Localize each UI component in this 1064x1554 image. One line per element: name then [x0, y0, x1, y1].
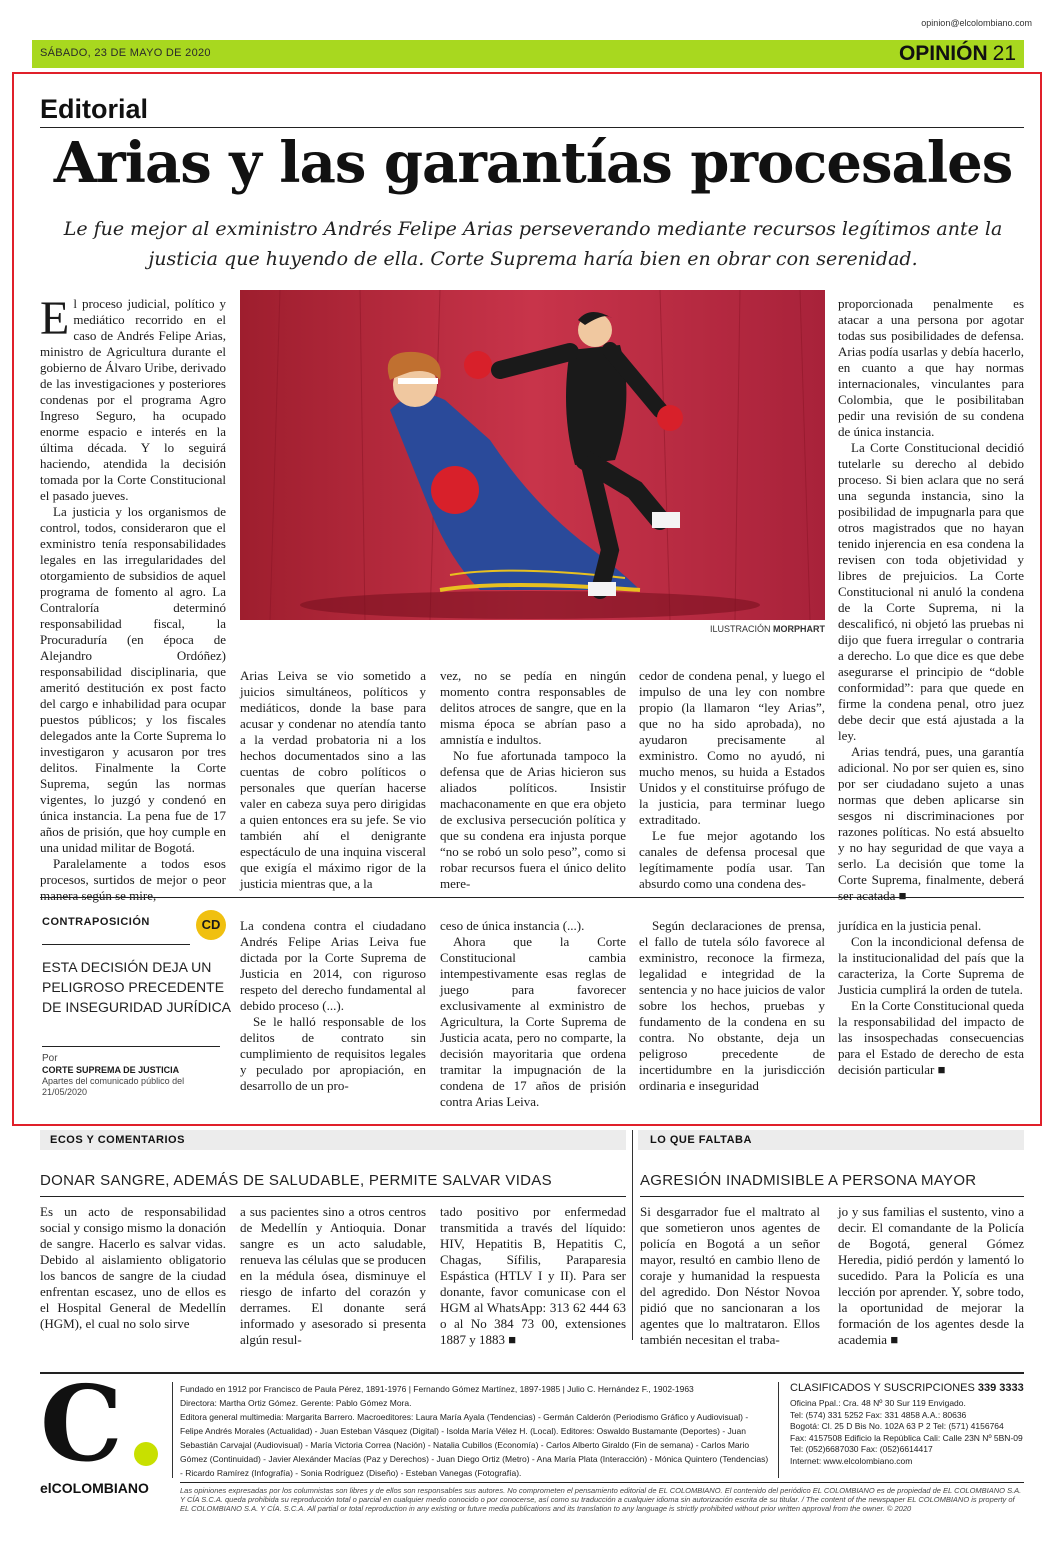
paragraph: Si desgarrador fue el maltrato al que sometieron unos agentes de policía en Bogotá a un señor mayor, resultó en cambio lleno de coraje y humanidad la respuesta del agredido. Don Néstor Novoa pidió que no sancionaran a los agentes que lo maltrataron. Ellos también necesitan el traba-: [640, 1204, 820, 1347]
disclaimer-rule: [180, 1482, 1024, 1483]
newspaper-logo: [40, 1362, 166, 1496]
kicker-rule: [40, 127, 1024, 128]
paragraph: No fue afortunada tampoco la defensa que de Arias hicieron sus aliados políticos. Insistir machaconamente en que era objeto de exclusiva persecución política y que su condena era injusta porque “no se robó un solo peso”, como si robar recursos fuera el único delito mere-: [440, 748, 626, 891]
legal-disclaimer: Las opiniones expresadas por los columnistas son libres y de ellos son responsables sus autores. No comprometen el pensamiento editorial de EL COLOMBIANO. El contenido del periódico EL COLOMBIANO es de propiedad de EL COLOMBIANO S.A. Y CÍA S.C.A. queda prohibida su reproducción total o parcial en cualquier medio conocido o por conocerse, así como su traducción a cualquier idioma sin autorización escrita de su titular. / The content of the newspaper EL COLOMBIANO is property of EL COLOMBIANO S.A. Y CÍA. S.C.A. All partial or total reproduction in any existing or future media publications and its translation to any language is strictly prohibited without prior written approval from the owner. © 2020: [180, 1486, 1022, 1513]
editorial-headline: Arias y las garantías procesales: [53, 130, 1013, 196]
ecos-col-3: [440, 1204, 626, 1348]
faltaba-col-1: [640, 1204, 820, 1348]
editorial-col-1: [40, 292, 226, 904]
editorial-col-2: [240, 668, 426, 892]
paragraph: Le fue mejor agotando los canales de defensa procesal que legítimamente podía usar. Tan absurdo como una condena des-: [639, 828, 825, 891]
classifieds-title: [790, 1382, 1024, 1394]
paragraph: La justicia y los organismos de control, todos, consideraron que el exministro tenía responsabilidades legales en las irregularidades del otorgamiento de subsidios de aquel programa de fomento al agro. La Contraloría determinó responsabilidad fiscal, la Procuraduría (en época de Alejandro Ordóñez) responsabilidad disciplinaria, que ameritó destitución ex post facto del cargo e inhabilidad para ocupar puestos públicos; y los fiscales delegados ante la Corte Suprema lo investigaron y acusaron por tres delitos. Finalmente la Corte Suprema, según las normas vigentes, lo juzgó y condenó en única instancia. La pena fue de 17 años de prisión, que hoy cumple en una unidad militar de Bogotá.: [40, 504, 226, 855]
paragraph: El proceso judicial, político y mediático recorrido en el caso de Andrés Felipe Arias, ministro de Agricultura durante el gobierno de Álvaro Uribe, derivado de las investigaciones y posteriores condenas por el programa Agro Ingreso Seguro, ha ocupado enorme espacio e interés en la última década. Y lo seguirá haciendo, atendida la decisión tomada por la Corte Constitucional el pasado jueves.: [40, 292, 226, 503]
issue-date: SÁBADO, 23 DE MAYO DE 2020: [40, 47, 211, 59]
drop-cap: E: [40, 292, 70, 345]
paragraph: jo y sus familias el sustento, vino a decir. El comandante de la Policía de Bogotá, general Gómez Heredia, pidió perdón y lamentó lo sucedido. Para la Policía es una lección por aprender. Y, sobre todo, la oportunidad de mejorar la formación de los agentes desde la academia ■: [838, 1204, 1024, 1347]
credit-name: MORPHART: [773, 624, 825, 634]
ecos-col-1: [40, 1204, 226, 1332]
paragraph: tado positivo por enfermedad transmitida a través del líquido: HIV, Hepatitis B, Hepatitis C, Chagas, Sífilis, Paraparesia Espástica (HTLV I y II). Para ser donante, favor comunicase con el HGM al WhatsApp: 313 62 444 63 o al No 384 73 00, extensiones 1887 y 1883 ■: [440, 1204, 626, 1347]
paragraph: vez, no se pedía en ningún momento contra responsables de delitos atroces de sangre, que en la misma época se abrían paso a amnistía e indultos.: [440, 668, 626, 747]
editorial-kicker: Editorial: [40, 94, 149, 124]
paragraph: jurídica en la justicia penal.: [838, 918, 982, 933]
ecos-label: ECOS Y COMENTARIOS: [50, 1134, 185, 1146]
footer-rule: [40, 1372, 1024, 1374]
party-badge: CD: [196, 910, 226, 940]
section-title: [899, 42, 1016, 66]
contact-line: Oficina Ppal.: Cra. 48 Nº 30 Sur 119 Envigado.: [790, 1398, 966, 1408]
contra-col-1: [240, 918, 426, 1094]
page-number: 21: [992, 42, 1016, 65]
boxing-figures-illustration: [240, 290, 825, 620]
contact-email[interactable]: opinion@elcolombiano.com: [921, 18, 1032, 28]
faltaba-col-2: [838, 1204, 1024, 1348]
staff-line: Fundado en 1912 por Francisco de Paula Pérez, 1891-1976 | Fernando Gómez Martínez, 1897-1985 | Julio C. Hernández F., 1902-1963: [180, 1384, 694, 1394]
contraposicion-quote: ESTA DECISIÓN DEJA UN PELIGROSO PRECEDENTE DE INSEGURIDAD JURÍDICA: [42, 959, 232, 1015]
contra-por: Por: [42, 1053, 58, 1064]
staff-line: Felipe Andrés Morales (Actualidad) - Juan Esteban Vásquez (Digital) - Isolda María Vélez H. (Local). Editores: Oswaldo Bustamante (Deportes) - Juan: [180, 1426, 746, 1436]
logo-name: elCOLOMBIANO: [40, 1480, 149, 1496]
ecos-col-2: [240, 1204, 426, 1348]
paragraph: La Corte Constitucional decidió tutelarle su derecho al debido proceso. Si bien aclara que no será una segunda instancia, sino la posibilidad de impugnarla para que otros magistrados que no hayan tenido injerencia en esa condena la revisen con toda objetividad y libres de prejuicios. La Corte Constitucional ni anuló la condena de la Corte Suprema, ni la descalificó, ni objetó las pruebas ni dijo que fuera irregular o contraria a derecho. Lo que dice es que debe asegurarse el principio de “doble conformidad”: para que quede en firme la condena penal, otro juez debe decir que está ajustada a la ley.: [838, 440, 1024, 743]
ecos-rule: [40, 1196, 626, 1197]
paragraph: Es un acto de responsabilidad social y consigo mismo la donación de sangre. Hacerlo es salvar vidas. Debido al aislamiento obligatorio los bancos de sangre de la ciudad enfrentan escasez, uno de ellos es el Hospital General de Medellín (HGM), el cual no solo sirve: [40, 1204, 226, 1331]
staff-line: Directora: Martha Ortiz Gómez. Gerente: Pablo Gómez Mora.: [180, 1398, 412, 1408]
editorial-col-5: [838, 296, 1024, 904]
paragraph: Arias Leiva se vio sometido a juicios simultáneos, políticos y mediáticos, donde la base para acusar y condenar no atendía tanto a la verdad probatoria ni a los hechos documentados sino a las cuentas de cobro políticos o personales que querían hacerse valer en cabeza suya pero dirigidas a quien entonces era su jefe. Se vio también ahí el denigrante espectáculo de una inquina visceral que exigía el máximo rigor de la justicia mientras que, a la: [240, 668, 426, 891]
paragraph: Ahora que la Corte Constitucional cambia intempestivamente esas reglas de juego para favorecer exclusivamente al exministro de Agricultura, la Corte Suprema de Justicia acata, pero no comparte, la decisión mayoritaria que ordena tramitar la impugnación de la condena de 17 años de prisión contra Arias Leiva.: [440, 934, 626, 1109]
contra-rule-2: [42, 1046, 220, 1047]
contact-line: Fax: 4157508 Edificio la República Cali: Calle 23N Nº 5BN-09: [790, 1432, 1023, 1443]
paragraph: En la Corte Constitucional queda la responsabilidad del impacto de las insospechadas consecuencias para el Estado de derecho de esta decisión particular ■: [838, 998, 1024, 1077]
contact-box: [790, 1398, 1024, 1467]
paragraph: Con la incondicional defensa de la institucionalidad del país que la caracteriza, la Corte Suprema de Justicia cumplirá la orden de tutela.: [838, 934, 1024, 997]
contra-top-rule: [40, 897, 1024, 898]
staff-line: Editora general multimedia: Margarita Barrero. Macroeditores: Laura María Ayala (Tendencias) - Germán Calderón (Periodismo Gráfico y Audiovisual) -: [180, 1412, 749, 1422]
classifieds-label: CLASIFICADOS Y SUSCRIPCIONES: [790, 1382, 975, 1394]
illustration-credit: [620, 624, 825, 634]
footer-divider-1: [172, 1382, 173, 1478]
footer-divider-2: [778, 1382, 779, 1478]
faltaba-rule: [640, 1196, 1024, 1197]
paragraph: Paralelamente a todos esos procesos, surtidos de mejor o peor manera según se mire,: [40, 856, 226, 903]
contact-line: Tel: (052)6687030 Fax: (052)6614417: [790, 1444, 933, 1454]
contact-line: Tel: (574) 331 5252 Fax: 331 4858 A.A.: 80636: [790, 1409, 967, 1420]
staff-line: Gómez (Continuidad) - Javier Alexánder Macías (Paz y Derechos) - Juan Diego Ortiz (Metro) - Ana María Plata (Interacción) - Mónica Quintero (Tendencias): [180, 1454, 769, 1464]
editorial-illustration: [240, 290, 825, 620]
credit-label: ILUSTRACIÓN: [709, 624, 771, 634]
section-divider: [632, 1130, 633, 1340]
editorial-col-4: [639, 668, 825, 892]
contra-rule: [42, 944, 190, 945]
contra-source: CORTE SUPREMA DE JUSTICIA: [42, 1065, 180, 1075]
staff-line: Sebastián Carvajal (Audiovisual) - María Victoria Correa (Nación) - Natalia Cubillos (Economía) - Carlos Alberto Giraldo (Fin de semana) - Carlos Mario: [180, 1440, 750, 1450]
ecos-headline: DONAR SANGRE, ADEMÁS DE SALUDABLE, PERMITE SALVAR VIDAS: [40, 1172, 552, 1189]
faltaba-headline: AGRESIÓN INADMISIBLE A PERSONA MAYOR: [640, 1172, 977, 1189]
paragraph: a sus pacientes sino a otros centros de Medellín y Antioquia. Donar sangre es un acto saludable, renueva las células que se producen en la médula ósea, disminuye el riesgo de infarto del corazón y derrames. El donante será informado y asesorado si presenta algún resul-: [240, 1204, 426, 1347]
staff-line: - Ricardo Ramírez (Infografía) - Sonia Rodríguez (Diseño) - Esteban Vanegas (Fotografía).: [180, 1468, 522, 1478]
staff-box: [180, 1382, 770, 1480]
contra-note: Apartes del comunicado público del 21/05/2020: [42, 1076, 185, 1097]
paragraph: Se le halló responsable de los delitos de contrato sin cumplimiento de requisitos legales y peculado por apropiación, en desarrollo de un pro-: [240, 1014, 426, 1093]
paragraph: ceso de única instancia (...).: [440, 918, 585, 933]
editorial-deck: Le fue mejor al exministro Andrés Felipe Arias perseverando mediante recursos legítimos ante la justicia que huyendo de ella. Corte Suprema haría bien en obrar con serenidad.: [63, 218, 1003, 270]
website-link[interactable]: Internet: www.elcolombiano.com: [790, 1455, 913, 1466]
contra-col-2: [440, 918, 626, 1110]
contraposicion-label: CONTRAPOSICIÓN: [42, 916, 150, 928]
contact-line: Bogotá: Cl. 25 D Bis No. 102A 63 P 2 Tel: (571) 4156764: [790, 1421, 1004, 1431]
paragraph: proporcionada penalmente es atacar a una persona por agotar todas sus posibilidades de defensa. Arias podía usarlas y debía hacerlo, en cuanto a que hay normas internacionales, vinculantes para Colombia, que le posibilitaban pedir una revisión de su condena de única instancia.: [838, 296, 1024, 439]
paragraph: La condena contra el ciudadano Andrés Felipe Arias Leiva fue dictada por la Corte Suprema de Justicia en 2014, con riguroso respeto del derecho fundamental al debido proceso (...).: [240, 918, 426, 1013]
logo-letter: C: [40, 1362, 123, 1485]
paragraph: Según declaraciones de prensa, el fallo de tutela sólo favorece al exministro, reconoce la firmeza, legalidad e integridad de la sentencia y no hace juicios de valor sobre los hechos, pruebas y fundamento de la condena en su contra. No obstante, deja un peligroso precedente de incertidumbre en la jurisdicción ordinaria e inseguridad: [639, 918, 825, 1093]
contra-col-3: [639, 918, 825, 1094]
logo-dot: [134, 1442, 158, 1466]
section-name: OPINIÓN: [898, 42, 988, 65]
contra-col-4: [838, 918, 1024, 1078]
paragraph: cedor de condena penal, y luego el impulso de una ley con nombre propio (la llamaron “ley Arias”, que no ha sido aprobada), no ayudaron precisamente al exministro. Como no ayudó, ni mucho menos, su huida a Estados Unidos y el constituirse prófugo de la justicia, para terminar luego extraditado.: [639, 668, 825, 827]
classifieds-phone[interactable]: 339 3333: [977, 1382, 1024, 1394]
faltaba-label: LO QUE FALTABA: [650, 1134, 752, 1146]
paragraph: Arias tendrá, pues, una garantía adicional. No por ser quien es, sino por ser ciudadano sujeto a unas normas que deben aplicarse sin sesgos ni discriminaciones por razones políticas. No está absuelto y no hay seguridad de que vaya a serlo. La decisión que tome la Corte Suprema, finalmente, deberá ser acatada ■: [838, 744, 1024, 903]
editorial-col-3: [440, 668, 626, 892]
